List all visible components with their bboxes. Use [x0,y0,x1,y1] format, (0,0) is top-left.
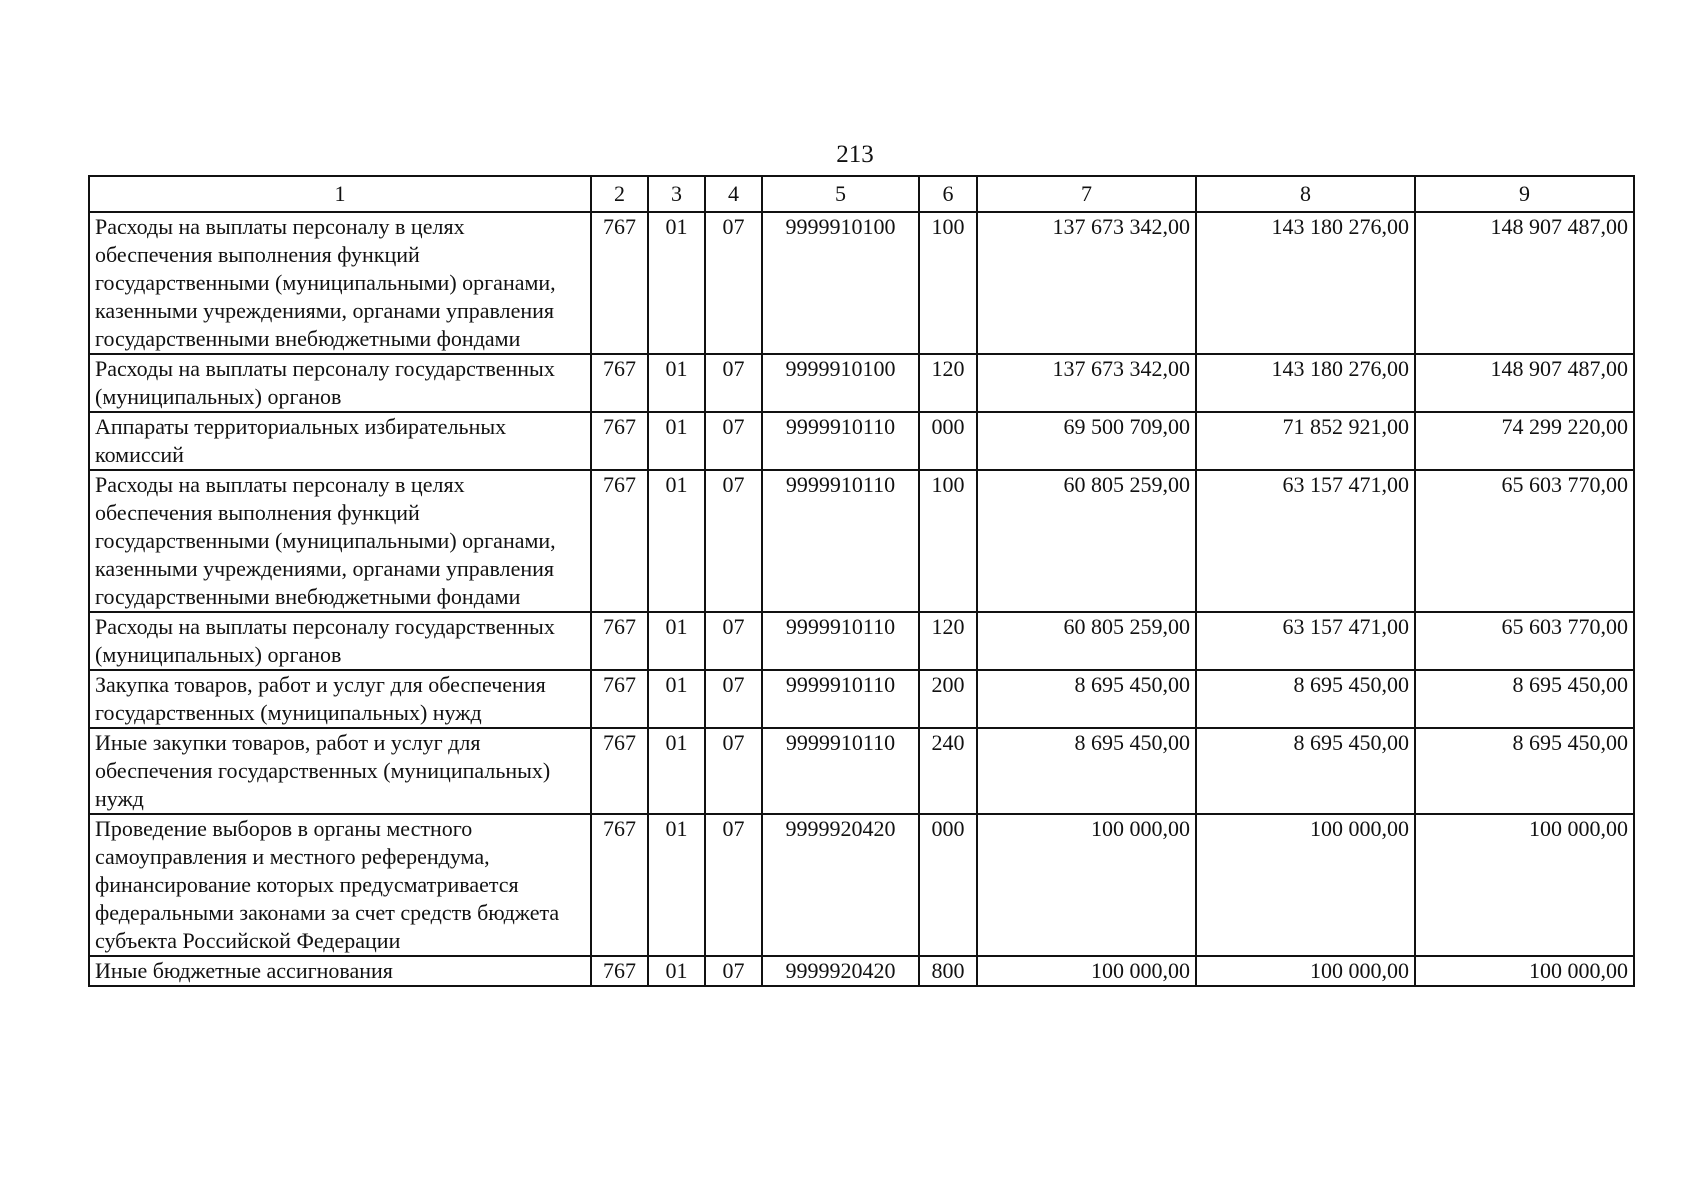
row-ministry-code: 767 [591,412,648,470]
row-subsection-code: 07 [705,354,762,412]
budget-table [88,175,1635,987]
row-subsection-code: 07 [705,728,762,814]
table-row [89,412,1634,470]
table-row [89,728,1634,814]
row-expense-type-code: 120 [919,612,977,670]
column-header-9: 9 [1415,176,1634,212]
row-expense-type-code: 240 [919,728,977,814]
row-section-code: 01 [648,670,705,728]
row-section-code: 01 [648,212,705,354]
row-name: Расходы на выплаты персоналу государственных (муниципальных) органов [89,612,591,670]
row-expense-type-code: 100 [919,212,977,354]
row-target-code: 9999920420 [762,956,919,986]
column-header-1: 1 [89,176,591,212]
row-section-code: 01 [648,814,705,956]
header-row [89,176,1634,212]
row-ministry-code: 767 [591,728,648,814]
column-header-4: 4 [705,176,762,212]
row-subsection-code: 07 [705,212,762,354]
column-header-2: 2 [591,176,648,212]
row-section-code: 01 [648,470,705,612]
row-name: Расходы на выплаты персоналу в целях обеспечения выполнения функций государственными (муниципальными) органами, казенными учреждениями, органами управления государственными внебюджетными фондами [89,470,591,612]
row-expense-type-code: 000 [919,412,977,470]
row-name: Иные бюджетные ассигнования [89,956,591,986]
row-target-code: 9999920420 [762,814,919,956]
row-section-code: 01 [648,956,705,986]
row-expense-type-code: 800 [919,956,977,986]
row-subsection-code: 07 [705,612,762,670]
row-amount-col9: 8 695 450,00 [1415,670,1634,728]
row-section-code: 01 [648,612,705,670]
row-amount-col7: 60 805 259,00 [977,612,1196,670]
row-subsection-code: 07 [705,814,762,956]
row-amount-col9: 74 299 220,00 [1415,412,1634,470]
row-amount-col9: 148 907 487,00 [1415,212,1634,354]
row-amount-col8: 100 000,00 [1196,956,1415,986]
row-subsection-code: 07 [705,956,762,986]
row-expense-type-code: 120 [919,354,977,412]
row-ministry-code: 767 [591,470,648,612]
row-amount-col9: 148 907 487,00 [1415,354,1634,412]
column-header-3: 3 [648,176,705,212]
row-ministry-code: 767 [591,354,648,412]
row-ministry-code: 767 [591,212,648,354]
row-section-code: 01 [648,728,705,814]
row-amount-col7: 100 000,00 [977,814,1196,956]
row-amount-col8: 143 180 276,00 [1196,354,1415,412]
row-target-code: 9999910110 [762,612,919,670]
row-ministry-code: 767 [591,612,648,670]
row-amount-col7: 100 000,00 [977,956,1196,986]
table-row [89,670,1634,728]
row-name: Расходы на выплаты персоналу государственных (муниципальных) органов [89,354,591,412]
table-row [89,956,1634,986]
row-subsection-code: 07 [705,470,762,612]
table-row [89,212,1634,354]
row-amount-col7: 137 673 342,00 [977,212,1196,354]
row-expense-type-code: 200 [919,670,977,728]
row-name: Аппараты территориальных избирательных комиссий [89,412,591,470]
row-ministry-code: 767 [591,670,648,728]
column-header-7: 7 [977,176,1196,212]
row-amount-col8: 143 180 276,00 [1196,212,1415,354]
table-row [89,470,1634,612]
table-row [89,612,1634,670]
row-target-code: 9999910110 [762,728,919,814]
row-target-code: 9999910110 [762,670,919,728]
row-section-code: 01 [648,412,705,470]
row-name: Проведение выборов в органы местного самоуправления и местного референдума, финансирование которых предусматривается федеральными законами за счет средств бюджета субъекта Российской Федерации [89,814,591,956]
row-amount-col9: 8 695 450,00 [1415,728,1634,814]
row-amount-col9: 65 603 770,00 [1415,470,1634,612]
row-amount-col8: 71 852 921,00 [1196,412,1415,470]
row-expense-type-code: 100 [919,470,977,612]
table-row [89,354,1634,412]
page-number: 213 [836,141,874,168]
row-amount-col8: 8 695 450,00 [1196,670,1415,728]
row-target-code: 9999910100 [762,354,919,412]
row-amount-col7: 60 805 259,00 [977,470,1196,612]
row-name: Закупка товаров, работ и услуг для обеспечения государственных (муниципальных) нужд [89,670,591,728]
row-target-code: 9999910110 [762,470,919,612]
row-amount-col9: 100 000,00 [1415,956,1634,986]
row-subsection-code: 07 [705,670,762,728]
row-section-code: 01 [648,354,705,412]
row-amount-col9: 65 603 770,00 [1415,612,1634,670]
column-header-8: 8 [1196,176,1415,212]
table-row [89,814,1634,956]
row-target-code: 9999910100 [762,212,919,354]
row-subsection-code: 07 [705,412,762,470]
column-header-6: 6 [919,176,977,212]
row-ministry-code: 767 [591,814,648,956]
row-amount-col8: 63 157 471,00 [1196,470,1415,612]
row-ministry-code: 767 [591,956,648,986]
row-amount-col8: 63 157 471,00 [1196,612,1415,670]
column-header-5: 5 [762,176,919,212]
row-amount-col7: 8 695 450,00 [977,670,1196,728]
row-expense-type-code: 000 [919,814,977,956]
row-amount-col8: 100 000,00 [1196,814,1415,956]
row-amount-col7: 137 673 342,00 [977,354,1196,412]
row-target-code: 9999910110 [762,412,919,470]
row-amount-col9: 100 000,00 [1415,814,1634,956]
row-name: Расходы на выплаты персоналу в целях обеспечения выполнения функций государственными (муниципальными) органами, казенными учреждениями, органами управления государственными внебюджетными фондами [89,212,591,354]
row-amount-col7: 8 695 450,00 [977,728,1196,814]
row-amount-col8: 8 695 450,00 [1196,728,1415,814]
row-amount-col7: 69 500 709,00 [977,412,1196,470]
row-name: Иные закупки товаров, работ и услуг для обеспечения государственных (муниципальных) нужд [89,728,591,814]
